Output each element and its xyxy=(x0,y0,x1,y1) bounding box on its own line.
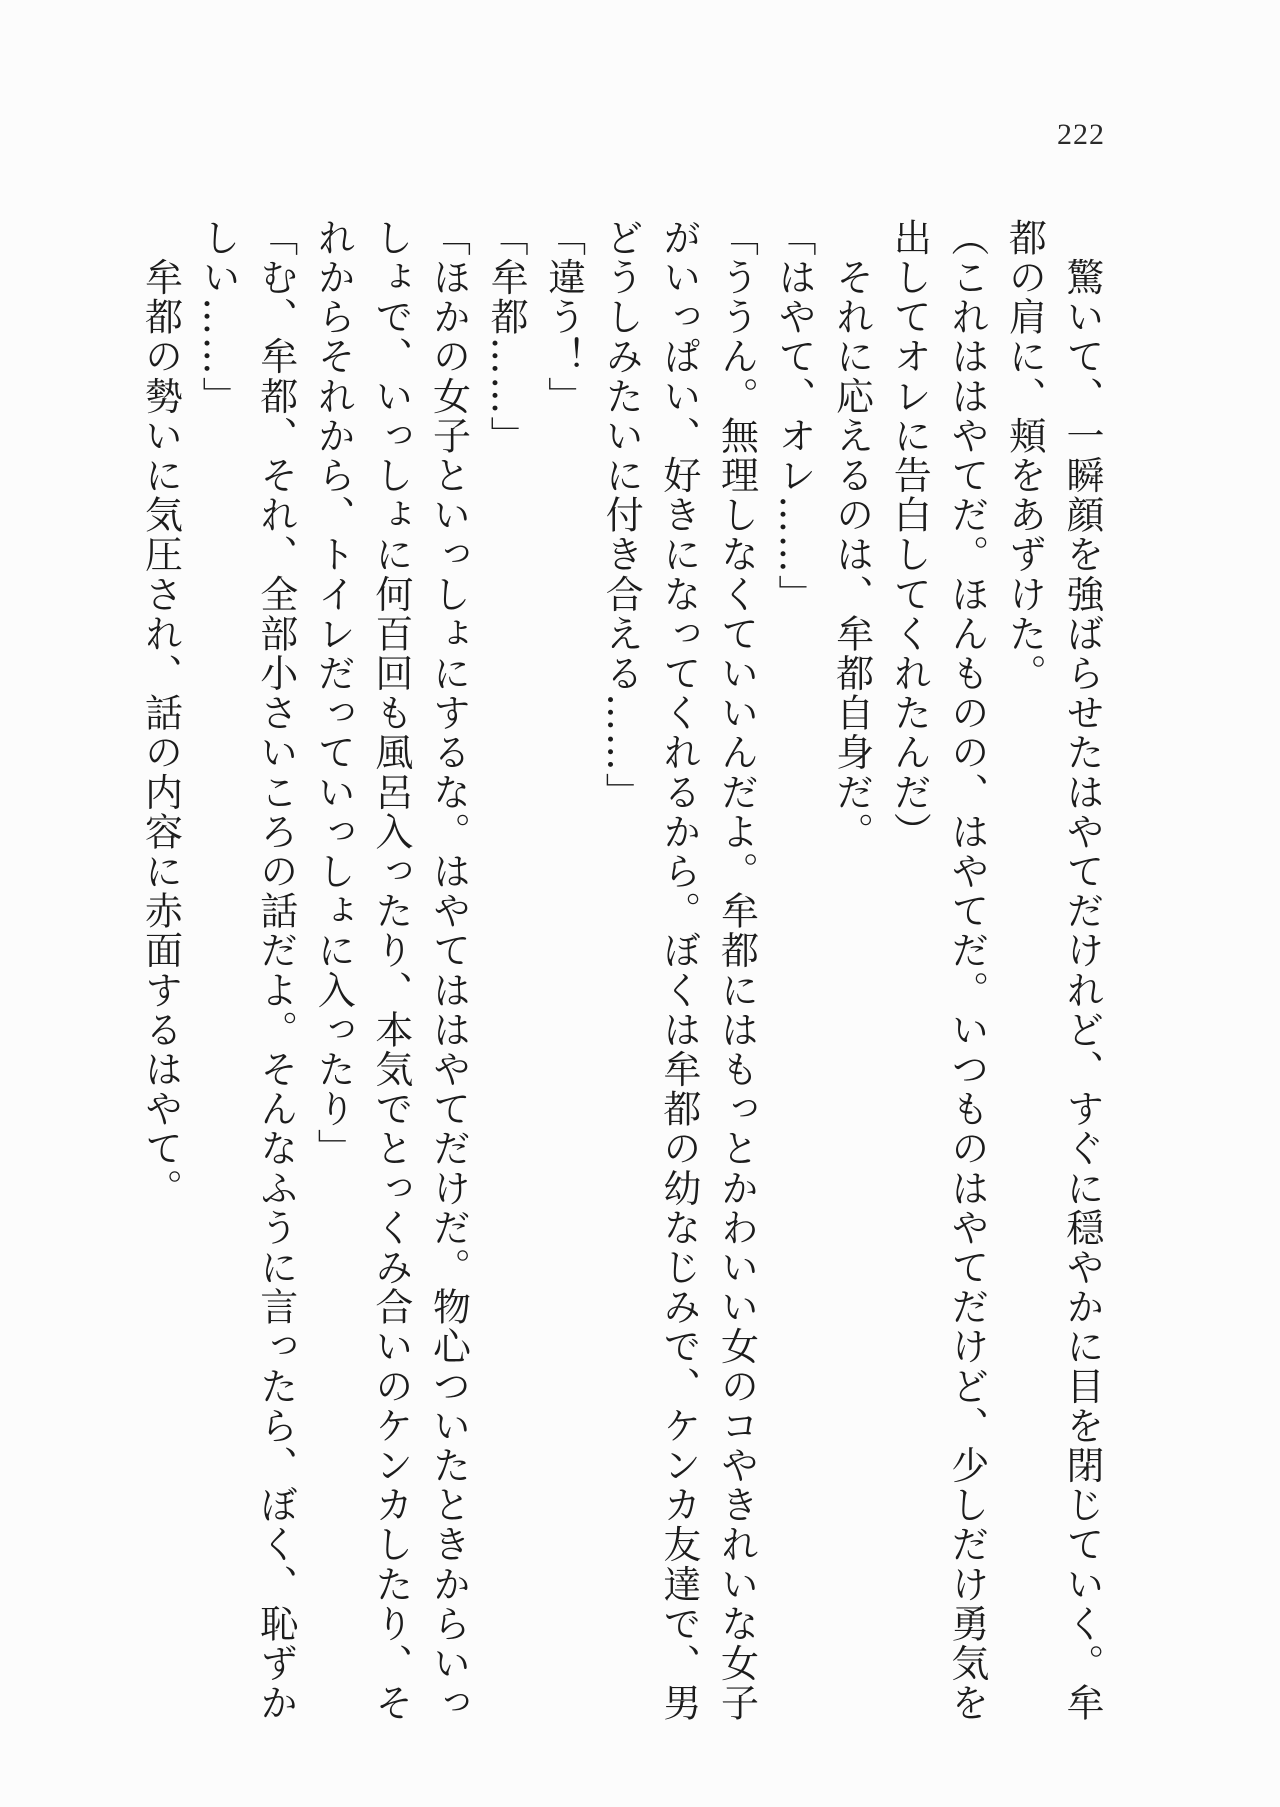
text-line: 出してオレに告白してくれたんだ） xyxy=(887,218,932,852)
text-line: 驚いて、一瞬顔を強ばらせたはやてだけれど、すぐに穏やかに目を閉じていく。牟 xyxy=(1060,218,1104,1723)
text-line: 牟都の勢いに気圧され、話の内容に赤面するはやて。 xyxy=(138,218,183,1208)
text-line: 「違う！」 xyxy=(541,218,586,416)
text-line: 「牟都……」 xyxy=(484,218,529,456)
text-line: 「はやて、オレ……」 xyxy=(772,218,817,614)
text-line: れからそれから、トイレだっていっしょに入ったり」 xyxy=(311,218,356,1169)
text-line: 「む、牟都、それ、全部小さいころの話だよ。そんなふうに言ったら、ぼく、恥ずか xyxy=(253,218,298,1723)
page-number: 222 xyxy=(1057,118,1105,151)
vertical-text-body xyxy=(131,218,1110,1723)
text-line: しい……」 xyxy=(196,218,241,416)
text-line: がいっぱい、好きになってくれるから。ぼくは牟都の幼なじみで、ケンカ友達で、男 xyxy=(656,218,701,1723)
text-line: 都の肩に、頬をあずけた。 xyxy=(1002,218,1047,694)
text-line: それに応えるのは、牟都自身だ。 xyxy=(829,218,874,852)
text-line: 「ううん。無理しなくていいんだよ。牟都にはもっとかわいい女のコやきれいな女子 xyxy=(714,218,759,1723)
text-line: 「ほかの女子といっしょにするな。はやてははやてだけだ。物心ついたときからいっ xyxy=(426,218,471,1723)
text-line: どうしみたいに付き合える……」 xyxy=(599,218,644,812)
text-line: しょで、いっしょに何百回も風呂入ったり、本気でとっくみ合いのケンカしたり、そ xyxy=(368,218,413,1723)
text-line: （これははやてだ。ほんものの、はやてだ。いつものはやてだけど、少しだけ勇気を xyxy=(944,218,989,1723)
